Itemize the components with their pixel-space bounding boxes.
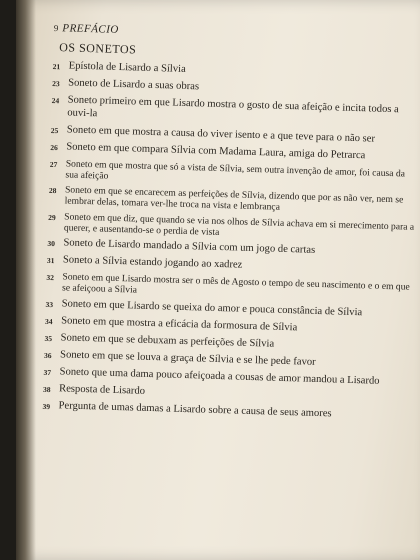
entry-page-number: 34	[44, 316, 53, 326]
entry-title: Soneto em que se debuxam as perfeições de Sílvia	[60, 331, 275, 350]
table-of-contents	[42, 60, 420, 423]
entry-page-number: 24	[51, 95, 60, 106]
entry-title: Resposta de Lisardo	[58, 382, 146, 397]
entry-page-number: 35	[44, 333, 53, 343]
entry-title: Soneto em que Lisardo se queixa do amor e pouca constância de Sílvia	[61, 297, 363, 318]
entry-page-number: 38	[42, 384, 51, 394]
entry-title: Soneto em que se louva a graça de Sílvia e se lhe pede favor	[59, 348, 316, 368]
page-content	[42, 22, 420, 427]
section-title: OS SONETOS	[59, 40, 137, 57]
entry-title: Epístola de Lisardo a Sílvia	[68, 60, 186, 75]
entry-title: Soneto em que diz, que quando se via nos olhos de Sílvia achava em si merecimento para a querer, e ausentando-se o perdia de vista	[63, 210, 415, 238]
entry-title: Soneto em que Lisardo mostra ser o mês de Agosto o tempo de seu nascimento e o em que se afeiçoou a Sílvia	[61, 271, 410, 296]
book-page	[16, 0, 420, 560]
entry-page-number: 23	[52, 78, 60, 89]
page-number: 9	[53, 22, 59, 34]
entry-page-number: 26	[50, 142, 58, 152]
entry-page-number: 29	[48, 212, 56, 222]
entry-title: Soneto em que mostra a eficácia da formosura de Sílvia	[60, 314, 298, 333]
entry-title: Soneto a Sílvia estando jogando ao xadrez	[62, 254, 243, 271]
entry-title: Soneto em que mostra a causa do viver isento e a que teve para o não ser	[66, 123, 376, 145]
entry-title: Soneto de Lisardo mandado a Sílvia com um jogo de cartas	[63, 237, 316, 256]
entry-title: Soneto de Lisardo a suas obras	[68, 77, 200, 93]
entry-page-number: 37	[43, 367, 52, 377]
entry-title: Soneto em que compara Sílvia com Madama Laura, amiga do Petrarca	[66, 140, 366, 161]
entry-page-number: 30	[47, 238, 56, 249]
entry-page-number: 36	[43, 350, 52, 360]
entry-title: Pergunta de umas damas a Lisardo sobre a causa de seus amores	[58, 399, 332, 419]
entry-title: Soneto primeiro em que Lisardo mostra o gosto de sua afeição e incita todos a ouvi-la	[67, 94, 399, 119]
entry-page-number: 28	[48, 185, 57, 196]
entry-page-number: 21	[52, 61, 61, 72]
entry-page-number: 27	[49, 159, 58, 169]
entry-page-number: 39	[42, 401, 51, 411]
entry-title: Soneto em que mostra que só a vista de Sílvia, sem outra invenção de amor, foi causa da sua afeição	[65, 157, 406, 182]
running-title: PREFÁCIO	[62, 22, 120, 36]
entry-page-number: 25	[50, 125, 59, 135]
entry-page-number: 32	[46, 272, 55, 283]
entry-title: Soneto que uma dama pouco afeiçoada a cousas de amor mandou a Lisardo	[59, 365, 380, 387]
book-gutter	[16, 0, 36, 560]
entry-page-number: 33	[45, 299, 54, 309]
entry-title: Soneto em que se encarecem as perfeições de Sílvia, dizendo que por as não ver, nem se lembrar delas, tomara ver-lhe troca na vista e lembrança	[64, 184, 404, 213]
entry-page-number: 31	[46, 255, 55, 266]
